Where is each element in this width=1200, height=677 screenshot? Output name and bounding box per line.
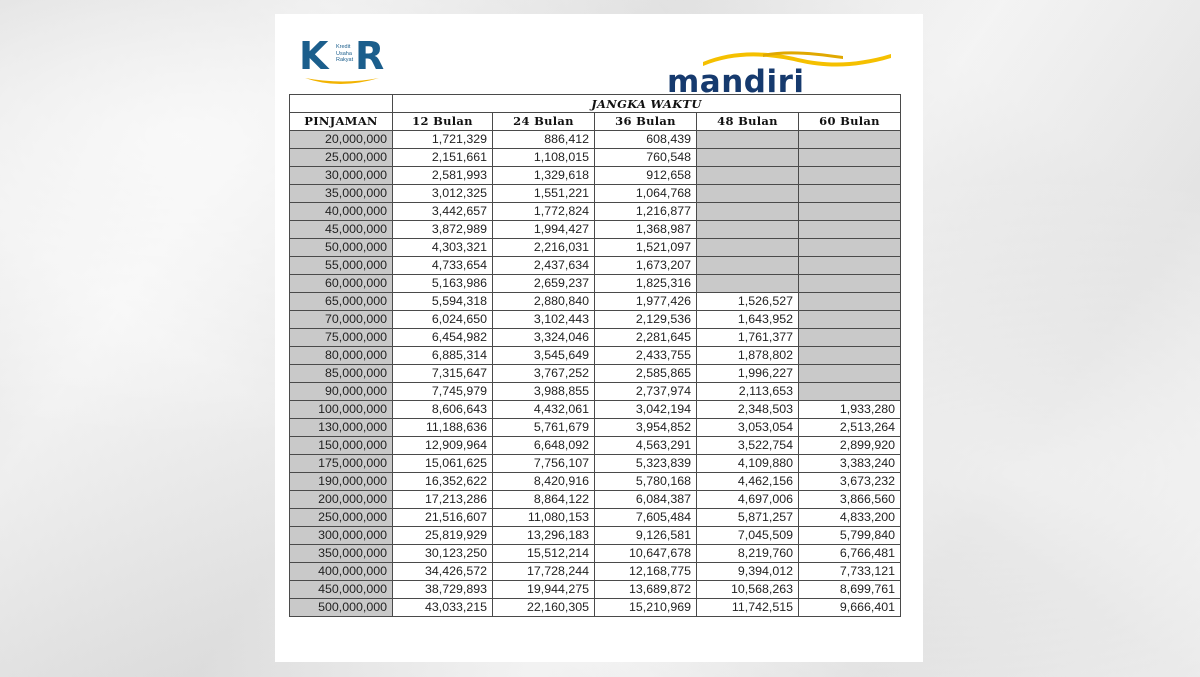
installment-cell: 3,872,989 (393, 221, 493, 239)
installment-cell: 11,080,153 (493, 509, 595, 527)
installment-cell: 15,512,214 (493, 545, 595, 563)
installment-cell: 17,728,244 (493, 563, 595, 581)
installment-cell: 1,761,377 (697, 329, 799, 347)
table-row (290, 365, 901, 383)
unavailable-cell (799, 347, 901, 365)
loan-amount-cell: 65,000,000 (290, 293, 393, 311)
kur-logo-letter-k: K (299, 34, 329, 78)
installment-cell: 34,426,572 (393, 563, 493, 581)
table-row (290, 473, 901, 491)
installment-cell: 12,909,964 (393, 437, 493, 455)
installment-cell: 1,108,015 (493, 149, 595, 167)
table-row (290, 401, 901, 419)
unavailable-cell (697, 239, 799, 257)
kur-swoosh-icon (303, 74, 381, 90)
installment-cell: 3,545,649 (493, 347, 595, 365)
unavailable-cell (799, 185, 901, 203)
installment-cell: 13,296,183 (493, 527, 595, 545)
unavailable-cell (799, 131, 901, 149)
table-row (290, 275, 901, 293)
loan-amount-cell: 190,000,000 (290, 473, 393, 491)
installment-cell: 5,163,986 (393, 275, 493, 293)
installment-cell: 3,012,325 (393, 185, 493, 203)
table-row (290, 257, 901, 275)
installment-cell: 3,673,232 (799, 473, 901, 491)
installment-cell: 10,568,263 (697, 581, 799, 599)
unavailable-cell (799, 167, 901, 185)
installment-cell: 9,666,401 (799, 599, 901, 617)
table-row (290, 221, 901, 239)
table-row (290, 509, 901, 527)
installment-cell: 3,522,754 (697, 437, 799, 455)
column-header-12-bulan: 12 Bulan (393, 113, 493, 131)
installment-cell: 4,563,291 (595, 437, 697, 455)
installment-cell: 1,643,952 (697, 311, 799, 329)
installment-cell: 3,053,054 (697, 419, 799, 437)
installment-cell: 1,329,618 (493, 167, 595, 185)
table-row (290, 149, 901, 167)
mandiri-wordmark: mandiri (667, 64, 805, 100)
installment-cell: 1,526,527 (697, 293, 799, 311)
installment-cell: 1,878,802 (697, 347, 799, 365)
table-row (290, 383, 901, 401)
unavailable-cell (697, 275, 799, 293)
installment-cell: 2,437,634 (493, 257, 595, 275)
table-header-row (290, 113, 901, 131)
installment-cell: 13,689,872 (595, 581, 697, 599)
installment-cell: 8,864,122 (493, 491, 595, 509)
loan-amount-cell: 200,000,000 (290, 491, 393, 509)
table-header-blank-cell (290, 95, 393, 113)
unavailable-cell (697, 131, 799, 149)
kur-logo-tagline: Kredit Usaha Rakyat (336, 44, 354, 63)
installment-cell: 2,151,661 (393, 149, 493, 167)
installment-cell: 2,433,755 (595, 347, 697, 365)
table-row (290, 329, 901, 347)
unavailable-cell (697, 149, 799, 167)
installment-cell: 4,697,006 (697, 491, 799, 509)
installment-cell: 21,516,607 (393, 509, 493, 527)
table-row (290, 455, 901, 473)
installment-cell: 5,323,839 (595, 455, 697, 473)
column-header-24-bulan: 24 Bulan (493, 113, 595, 131)
installment-cell: 30,123,250 (393, 545, 493, 563)
loan-installment-table (289, 94, 901, 617)
installment-cell: 4,462,156 (697, 473, 799, 491)
kur-logo (299, 34, 389, 90)
installment-cell: 7,605,484 (595, 509, 697, 527)
unavailable-cell (799, 257, 901, 275)
table-header-group-row (290, 95, 901, 113)
installment-cell: 1,825,316 (595, 275, 697, 293)
installment-cell: 1,721,329 (393, 131, 493, 149)
table-row (290, 293, 901, 311)
installment-cell: 15,210,969 (595, 599, 697, 617)
loan-amount-cell: 400,000,000 (290, 563, 393, 581)
mandiri-logo (667, 48, 891, 100)
installment-cell: 25,819,929 (393, 527, 493, 545)
installment-cell: 2,899,920 (799, 437, 901, 455)
installment-cell: 3,042,194 (595, 401, 697, 419)
unavailable-cell (799, 293, 901, 311)
unavailable-cell (697, 203, 799, 221)
installment-cell: 4,303,321 (393, 239, 493, 257)
loan-amount-cell: 35,000,000 (290, 185, 393, 203)
installment-cell: 2,585,865 (595, 365, 697, 383)
table-row (290, 437, 901, 455)
installment-cell: 2,129,536 (595, 311, 697, 329)
installment-cell: 2,348,503 (697, 401, 799, 419)
installment-cell: 5,761,679 (493, 419, 595, 437)
loan-amount-cell: 75,000,000 (290, 329, 393, 347)
loan-amount-cell: 450,000,000 (290, 581, 393, 599)
loan-amount-cell: 40,000,000 (290, 203, 393, 221)
loan-amount-cell: 100,000,000 (290, 401, 393, 419)
loan-amount-cell: 500,000,000 (290, 599, 393, 617)
table-row (290, 311, 901, 329)
installment-cell: 7,745,979 (393, 383, 493, 401)
installment-cell: 1,521,097 (595, 239, 697, 257)
column-header-48-bulan: 48 Bulan (697, 113, 799, 131)
installment-cell: 4,833,200 (799, 509, 901, 527)
unavailable-cell (799, 383, 901, 401)
installment-cell: 11,742,515 (697, 599, 799, 617)
loan-amount-cell: 350,000,000 (290, 545, 393, 563)
table-row (290, 563, 901, 581)
installment-cell: 3,442,657 (393, 203, 493, 221)
installment-cell: 17,213,286 (393, 491, 493, 509)
unavailable-cell (799, 329, 901, 347)
installment-cell: 1,996,227 (697, 365, 799, 383)
table-row (290, 185, 901, 203)
loan-amount-cell: 175,000,000 (290, 455, 393, 473)
installment-cell: 2,513,264 (799, 419, 901, 437)
installment-cell: 4,432,061 (493, 401, 595, 419)
installment-cell: 7,733,121 (799, 563, 901, 581)
installment-cell: 2,880,840 (493, 293, 595, 311)
loan-amount-cell: 150,000,000 (290, 437, 393, 455)
installment-cell: 5,871,257 (697, 509, 799, 527)
jangka-waktu-header: JANGKA WAKTU (393, 95, 901, 113)
installment-cell: 2,659,237 (493, 275, 595, 293)
installment-cell: 6,885,314 (393, 347, 493, 365)
installment-cell: 10,647,678 (595, 545, 697, 563)
table-row (290, 545, 901, 563)
unavailable-cell (697, 167, 799, 185)
installment-cell: 7,045,509 (697, 527, 799, 545)
installment-cell: 1,933,280 (799, 401, 901, 419)
table-row (290, 419, 901, 437)
installment-cell: 1,368,987 (595, 221, 697, 239)
kur-logo-letter-r: R (355, 34, 385, 78)
installment-cell: 1,994,427 (493, 221, 595, 239)
unavailable-cell (697, 221, 799, 239)
installment-cell: 22,160,305 (493, 599, 595, 617)
installment-cell: 1,064,768 (595, 185, 697, 203)
installment-cell: 3,324,046 (493, 329, 595, 347)
loan-amount-cell: 85,000,000 (290, 365, 393, 383)
installment-cell: 3,767,252 (493, 365, 595, 383)
installment-cell: 3,866,560 (799, 491, 901, 509)
installment-cell: 886,412 (493, 131, 595, 149)
installment-cell: 608,439 (595, 131, 697, 149)
installment-cell: 11,188,636 (393, 419, 493, 437)
installment-cell: 5,594,318 (393, 293, 493, 311)
installment-cell: 1,772,824 (493, 203, 595, 221)
loan-amount-cell: 55,000,000 (290, 257, 393, 275)
unavailable-cell (799, 203, 901, 221)
installment-cell: 8,219,760 (697, 545, 799, 563)
installment-cell: 3,954,852 (595, 419, 697, 437)
installment-cell: 15,061,625 (393, 455, 493, 473)
installment-cell: 2,281,645 (595, 329, 697, 347)
installment-cell: 6,766,481 (799, 545, 901, 563)
installment-cell: 12,168,775 (595, 563, 697, 581)
installment-cell: 3,988,855 (493, 383, 595, 401)
table-row (290, 347, 901, 365)
installment-cell: 4,109,880 (697, 455, 799, 473)
installment-cell: 2,216,031 (493, 239, 595, 257)
installment-cell: 16,352,622 (393, 473, 493, 491)
installment-cell: 3,102,443 (493, 311, 595, 329)
loan-amount-cell: 130,000,000 (290, 419, 393, 437)
table-row (290, 239, 901, 257)
installment-cell: 9,394,012 (697, 563, 799, 581)
loan-amount-cell: 300,000,000 (290, 527, 393, 545)
document-paper (275, 14, 923, 662)
installment-cell: 5,799,840 (799, 527, 901, 545)
installment-cell: 2,113,653 (697, 383, 799, 401)
loan-amount-cell: 250,000,000 (290, 509, 393, 527)
installment-cell: 7,315,647 (393, 365, 493, 383)
table-row (290, 581, 901, 599)
installment-cell: 6,454,982 (393, 329, 493, 347)
installment-cell: 2,737,974 (595, 383, 697, 401)
column-header-36-bulan: 36 Bulan (595, 113, 697, 131)
installment-cell: 3,383,240 (799, 455, 901, 473)
installment-cell: 38,729,893 (393, 581, 493, 599)
loan-amount-cell: 60,000,000 (290, 275, 393, 293)
table-body (290, 131, 901, 617)
installment-cell: 8,606,643 (393, 401, 493, 419)
installment-cell: 6,084,387 (595, 491, 697, 509)
loan-amount-cell: 20,000,000 (290, 131, 393, 149)
installment-cell: 7,756,107 (493, 455, 595, 473)
table-row (290, 167, 901, 185)
table-row (290, 203, 901, 221)
installment-cell: 5,780,168 (595, 473, 697, 491)
installment-cell: 6,648,092 (493, 437, 595, 455)
installment-cell: 19,944,275 (493, 581, 595, 599)
loan-amount-cell: 90,000,000 (290, 383, 393, 401)
unavailable-cell (799, 311, 901, 329)
column-header-60-bulan: 60 Bulan (799, 113, 901, 131)
table-row (290, 599, 901, 617)
installment-cell: 8,420,916 (493, 473, 595, 491)
unavailable-cell (799, 221, 901, 239)
installment-cell: 1,673,207 (595, 257, 697, 275)
loan-amount-cell: 30,000,000 (290, 167, 393, 185)
installment-cell: 760,548 (595, 149, 697, 167)
installment-cell: 6,024,650 (393, 311, 493, 329)
unavailable-cell (799, 149, 901, 167)
table-row (290, 131, 901, 149)
table-row (290, 527, 901, 545)
unavailable-cell (799, 275, 901, 293)
unavailable-cell (697, 185, 799, 203)
installment-cell: 2,581,993 (393, 167, 493, 185)
installment-cell: 1,977,426 (595, 293, 697, 311)
installment-cell: 43,033,215 (393, 599, 493, 617)
installment-cell: 1,551,221 (493, 185, 595, 203)
unavailable-cell (799, 239, 901, 257)
pinjaman-column-header: PINJAMAN (290, 113, 393, 131)
installment-cell: 8,699,761 (799, 581, 901, 599)
loan-amount-cell: 25,000,000 (290, 149, 393, 167)
installment-cell: 9,126,581 (595, 527, 697, 545)
loan-amount-cell: 80,000,000 (290, 347, 393, 365)
installment-cell: 1,216,877 (595, 203, 697, 221)
installment-cell: 4,733,654 (393, 257, 493, 275)
installment-cell: 912,658 (595, 167, 697, 185)
unavailable-cell (697, 257, 799, 275)
unavailable-cell (799, 365, 901, 383)
loan-amount-cell: 45,000,000 (290, 221, 393, 239)
table-row (290, 491, 901, 509)
loan-amount-cell: 50,000,000 (290, 239, 393, 257)
loan-amount-cell: 70,000,000 (290, 311, 393, 329)
